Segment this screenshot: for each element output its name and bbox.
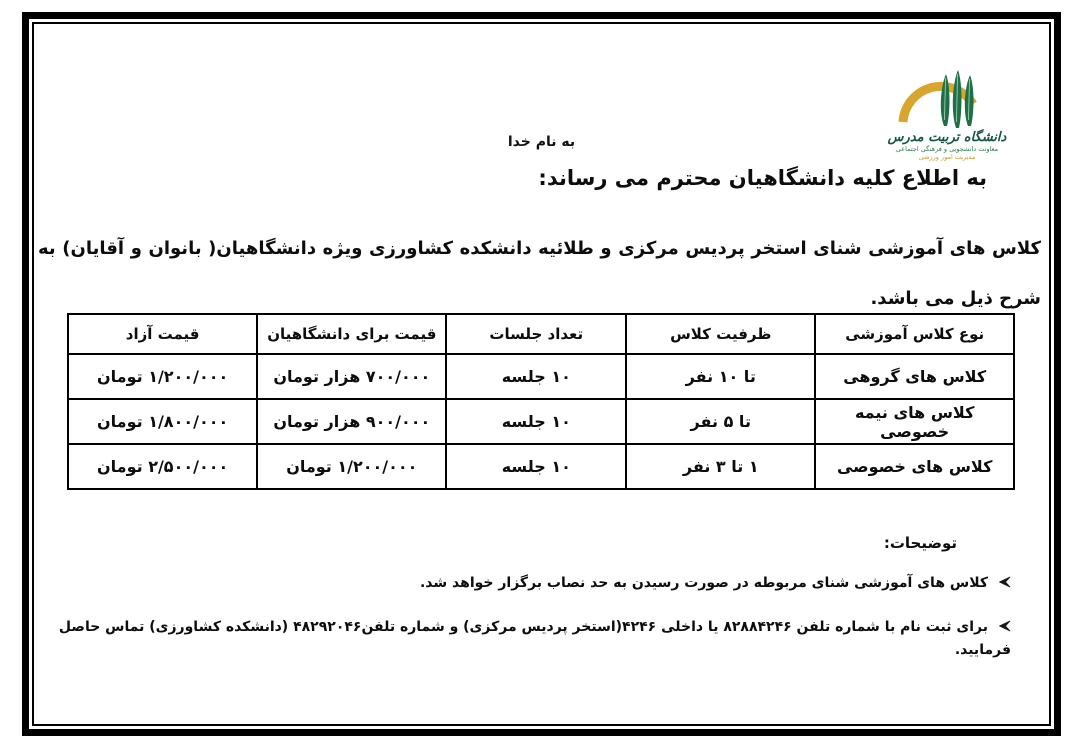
logo-subtitle-deputy: معاونت دانشجویی و فرهنگی اجتماعی [895, 145, 999, 153]
bismillah-text: به نام خدا [507, 134, 576, 150]
table-cell: کلاس های گروهی [815, 354, 1014, 399]
table-header-row [68, 314, 1014, 354]
arrowhead-bullet-icon [998, 617, 1011, 639]
university-emblem-icon [897, 68, 997, 132]
logo-subtitle-sports: مدیریت امور ورزشی [918, 153, 976, 161]
table-row-semi-private-classes [68, 399, 1014, 444]
table-cell: کلاس های نیمه خصوصی [815, 399, 1014, 444]
note-text: کلاس های آموزشی شنای مربوطه در صورت رسیدن به حد نصاب برگزار خواهد شد. [419, 575, 988, 591]
table-cell: ۲/۵۰۰/۰۰۰ تومان [68, 444, 257, 489]
table-cell: ۱/۲۰۰/۰۰۰ تومان [68, 354, 257, 399]
announcement-heading: به اطلاع کلیه دانشگاهیان محترم می رساند: [538, 166, 987, 190]
logo-university-name: دانشگاه تربیت مدرس [887, 130, 1007, 145]
column-header-open-price: قیمت آزاد [68, 314, 257, 354]
table-cell: تا ۵ نفر [626, 399, 815, 444]
table-cell: ۱۰ جلسه [446, 444, 626, 489]
table-cell: ۱۰ جلسه [446, 354, 626, 399]
table-row-group-classes [68, 354, 1014, 399]
note-item-registration [52, 616, 1011, 661]
table-cell: ۷۰۰/۰۰۰ هزار تومان [257, 354, 446, 399]
column-header-capacity: ظرفیت کلاس [626, 314, 815, 354]
table-cell: ۱/۲۰۰/۰۰۰ تومان [257, 444, 446, 489]
table-cell: ۱۰ جلسه [446, 399, 626, 444]
note-item-quorum [52, 572, 1011, 595]
table-row-private-classes [68, 444, 1014, 489]
document-page [32, 22, 1051, 726]
arrowhead-bullet-icon [998, 573, 1011, 595]
notes-title: توضیحات: [883, 534, 957, 552]
column-header-university-price: قیمت برای دانشگاهیان [257, 314, 446, 354]
page-border-frame [22, 12, 1061, 736]
table-cell: ۹۰۰/۰۰۰ هزار تومان [257, 399, 446, 444]
table-cell: ۱ تا ۳ نفر [626, 444, 815, 489]
column-header-class-type: نوع کلاس آموزشی [815, 314, 1014, 354]
note-text: برای ثبت نام با شماره تلفن ۸۲۸۸۴۲۴۶ یا داخلی ۴۲۴۶(استخر پردیس مرکزی) و شماره تلفن۴۸۲۹۲۰۴۶ (دانشکده کشاورزی) تماس حاصل فرمایید. [58, 619, 1011, 658]
table-cell: کلاس های خصوصی [815, 444, 1014, 489]
table-cell: تا ۱۰ نفر [626, 354, 815, 399]
pricing-table [67, 313, 1015, 490]
column-header-sessions: تعداد جلسات [446, 314, 626, 354]
announcement-body: کلاس های آموزشی شنای استخر پردیس مرکزی و طلائیه دانشکده کشاورزی ویژه دانشگاهیان( بانوان و آقایان) به شرح ذیل می باشد. [38, 238, 1041, 309]
table-cell: ۱/۸۰۰/۰۰۰ تومان [68, 399, 257, 444]
